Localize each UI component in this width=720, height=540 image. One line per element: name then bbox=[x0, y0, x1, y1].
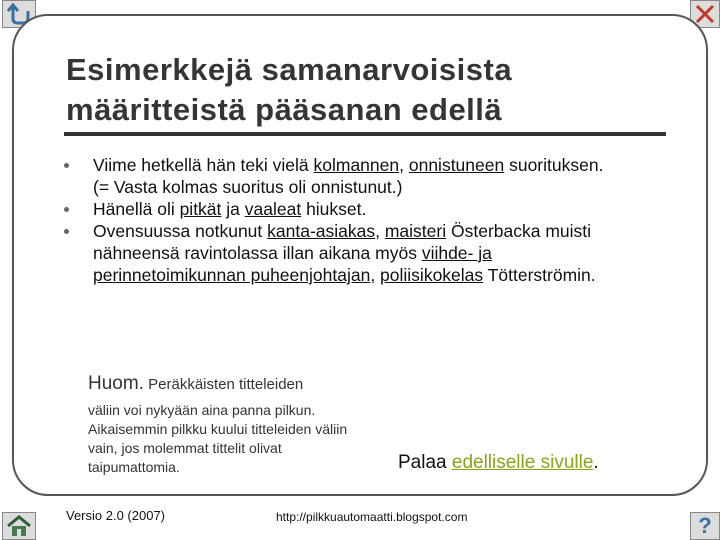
bullet-list bbox=[64, 154, 624, 286]
underlined-word: onnistuneen bbox=[408, 155, 505, 175]
bullet-text: Hänellä oli bbox=[93, 199, 180, 219]
bullet-text: , bbox=[370, 265, 381, 285]
bullet-text: Ovensuussa notkunut bbox=[93, 221, 268, 241]
note-heading-line bbox=[88, 372, 358, 397]
help-question-icon: ? bbox=[698, 513, 712, 538]
bullet-text: suorituksen. (= Vasta kolmas suoritus oli onnistunut.) bbox=[93, 155, 604, 197]
bullet-text: , bbox=[399, 155, 409, 175]
bullet-item-1 bbox=[64, 154, 624, 198]
note-heading: Huom. bbox=[88, 373, 144, 394]
back-line bbox=[398, 452, 599, 474]
title-line-2: määritteistä pääsanan edellä bbox=[66, 92, 503, 127]
underlined-word: viihde- ja perinnetoimikunnan puheenjohtajan bbox=[93, 243, 492, 285]
slide-title bbox=[66, 50, 666, 130]
home-icon bbox=[5, 514, 33, 538]
bullet-dot bbox=[64, 207, 69, 212]
underlined-word: pitkät bbox=[179, 199, 222, 219]
bullet-text: ja bbox=[221, 199, 245, 219]
bullet-dot bbox=[64, 229, 69, 234]
note-body: väliin voi nykyään aina panna pilkun. Aikaisemmin pilkku kuului titteleiden väliin vain, jos molemmat tittelit olivat taipumattomia. bbox=[88, 402, 348, 475]
bullet-text: Österbacka muisti nähneensä ravintolassa illan aikana myös bbox=[93, 221, 592, 263]
bullet-text: , bbox=[375, 221, 385, 241]
help-button[interactable] bbox=[690, 512, 720, 540]
underlined-word: poliisikokelas bbox=[380, 265, 484, 285]
title-divider bbox=[64, 132, 666, 136]
bullet-dot bbox=[64, 163, 69, 168]
version-label: Versio 2.0 (2007) bbox=[66, 508, 166, 523]
footer-url: http://pilkkuautomaatti.blogspot.com bbox=[276, 510, 468, 524]
underlined-word: maisteri bbox=[384, 221, 447, 241]
note-box bbox=[88, 372, 358, 477]
underlined-word: kolmannen bbox=[313, 155, 400, 175]
back-suffix: . bbox=[593, 452, 599, 473]
home-button[interactable] bbox=[2, 512, 36, 540]
previous-page-link[interactable]: edelliselle sivulle bbox=[451, 452, 594, 473]
bullet-item-3 bbox=[64, 220, 624, 286]
note-lead: Peräkkäisten titteleiden bbox=[143, 376, 304, 393]
underlined-word: vaaleat bbox=[244, 199, 302, 219]
bullet-item-2 bbox=[64, 198, 624, 220]
underlined-word: kanta-asiakas bbox=[267, 221, 376, 241]
bullet-text: hiukset. bbox=[301, 199, 367, 219]
bullet-text: Tötterströmin. bbox=[483, 265, 596, 285]
bullet-text: Viime hetkellä hän teki vielä bbox=[93, 155, 314, 175]
back-prefix: Palaa bbox=[398, 452, 452, 473]
title-line-1: Esimerkkejä samanarvoisista bbox=[66, 52, 513, 87]
close-x-icon bbox=[694, 3, 716, 25]
